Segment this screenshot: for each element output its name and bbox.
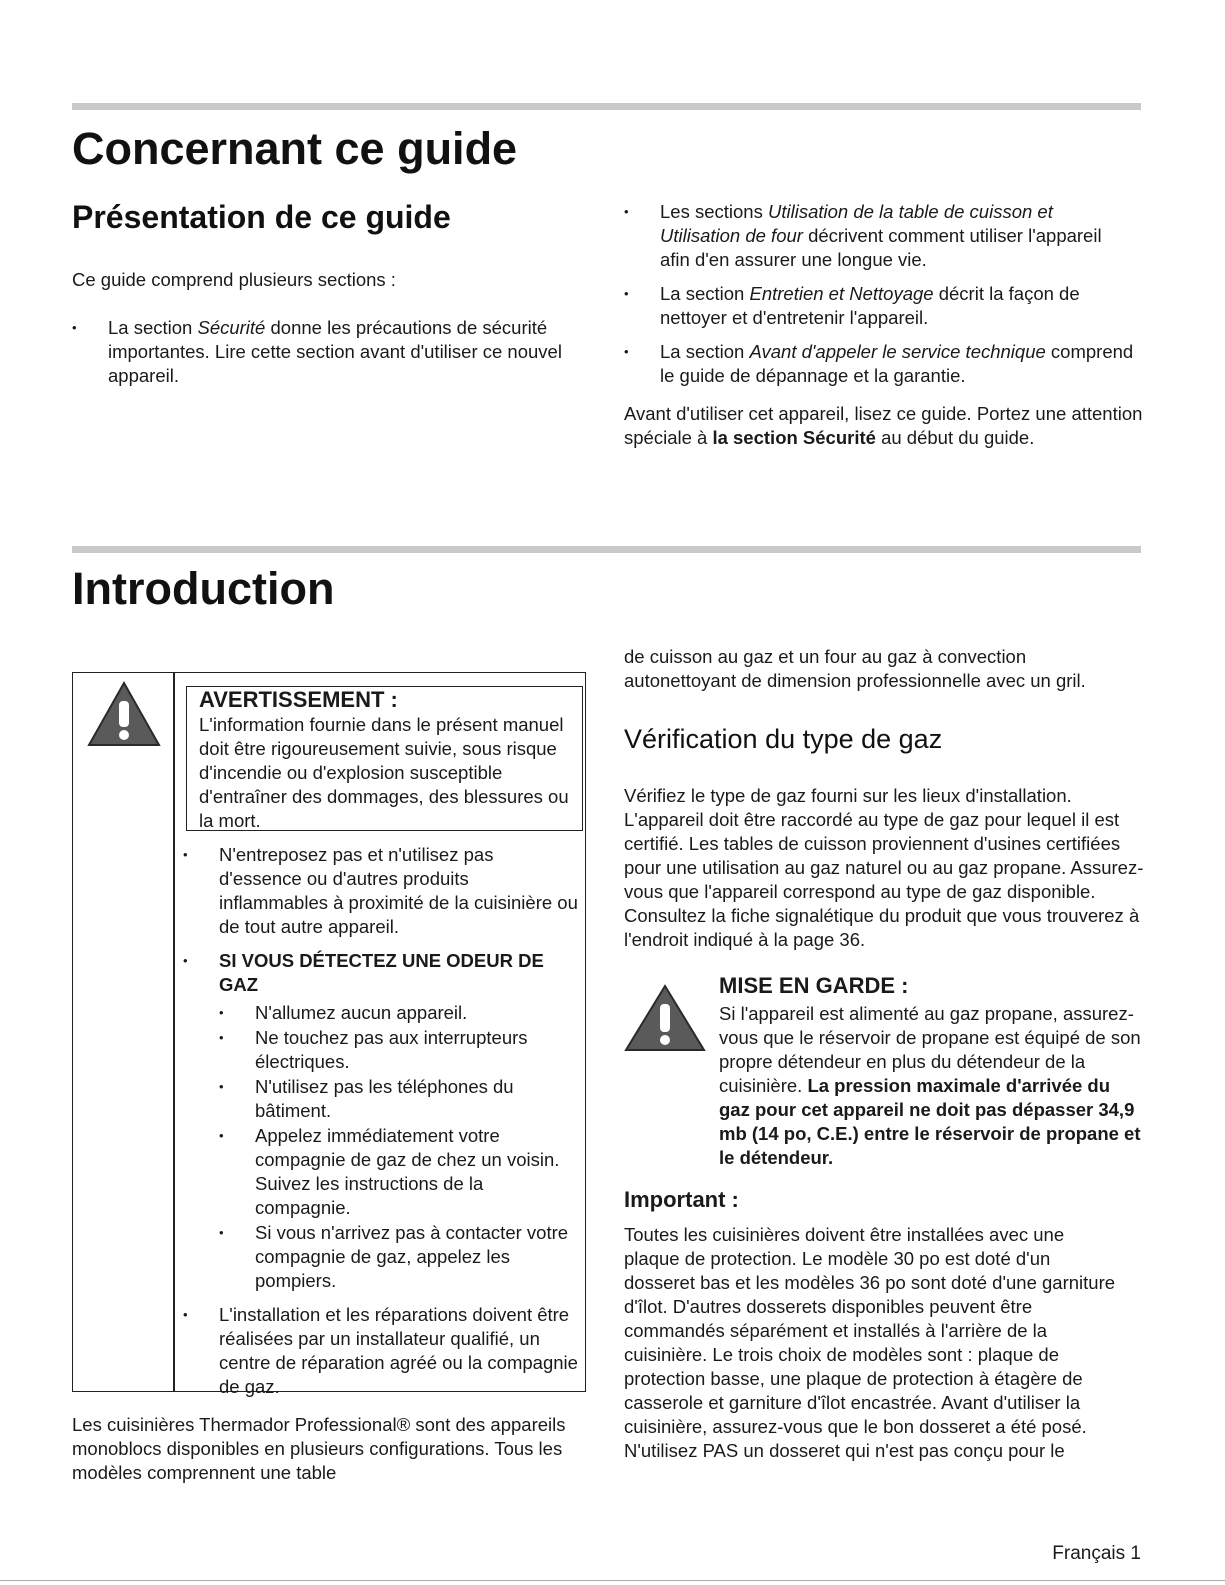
important-text: Toutes les cuisinières doivent être installées avec une plaque de protection. Le modèle 30 po est doté d'un dosseret bas et les modèles 36 po sont doté d'une garniture d'îlot. D'autres dosserets disponibles peuvent être commandés séparément et installés à l'arrière de la cuisinière. Le trois choix de modèles sont : plaque de protection basse, une plaque de protection à étagère de casserole et garniture d'îlot encastrée. Avant d'utiliser la cuisinière, assurez-vous que le bon dosseret a été posé. N'utilisez PAS un dosseret qui n'est pas conçu pour le xyxy=(624,1224,1116,1461)
list-item: • Les sections Utilisation de la table de cuisson et Utilisation de four décrivent comment utiliser l'appareil afin d'en assurer une longue vie. xyxy=(624,200,1134,272)
guide-sections-list-left xyxy=(72,316,572,398)
list-item: • Si vous n'arrivez pas à contacter votre compagnie de gaz, appelez les pompiers. xyxy=(219,1221,578,1293)
page-bottom-rule xyxy=(0,1580,1225,1581)
guide-closing: Avant d'utiliser cet appareil, lisez ce guide. Portez une attention spéciale à la section Sécurité au début du guide. xyxy=(624,403,1143,448)
intro-text-left: Les cuisinières Thermador Professional® sont des appareils monoblocs disponibles en plusieurs configurations. Tous les modèles comprennent une table xyxy=(72,1414,566,1483)
warning-box xyxy=(72,672,586,1397)
list-item: • L'installation et les réparations doivent être réalisées par un installateur qualifié, un centre de réparation agréé ou la compagnie de gaz. xyxy=(183,1303,578,1399)
page-number: Français 1 xyxy=(1052,1543,1141,1564)
guide-sections-list-right xyxy=(624,200,1134,398)
warning-text: L'information fournie dans le présent manuel doit être rigoureusement suivie, sous risque d'incendie ou d'explosion susceptible d'entraîner des dommages, des blessures ou la mort. xyxy=(199,714,569,831)
section-title-introduction: Introduction xyxy=(72,563,335,614)
warning-list xyxy=(183,843,578,1409)
section-title-guide: Concernant ce guide xyxy=(72,123,518,174)
gas-odor-sublist xyxy=(219,1001,578,1293)
warning-box-divider xyxy=(173,673,175,1391)
section-rule-intro xyxy=(72,546,1141,553)
list-item: • La section Entretien et Nettoyage décrit la façon de nettoyer et d'entretenir l'appareil. xyxy=(624,282,1134,330)
gas-type-heading: Vérification du type de gaz xyxy=(624,724,943,754)
warning-inner-box xyxy=(186,686,583,831)
gas-type-text: Vérifiez le type de gaz fourni sur les lieux d'installation. L'appareil doit être raccordé au type de gaz pour lequel il est certifié. Les tables de cuisson proviennent d'usines certifiées pour une utilisation au gaz naturel ou au gaz propane. Assurez-vous que l'appareil correspond au type de gaz disponible. Consultez la fiche signalétique du produit que vous trouverez à l'endroit indiqué à la page 36. xyxy=(624,785,1144,950)
section-rule-top xyxy=(72,103,1141,110)
subsection-title-presentation: Présentation de ce guide xyxy=(72,199,451,235)
list-item: • Ne touchez pas aux interrupteurs électriques. xyxy=(219,1026,578,1074)
list-item: • N'allumez aucun appareil. xyxy=(219,1001,578,1025)
list-item: • N'entreposez pas et n'utilisez pas d'essence ou d'autres produits inflammables à proximité de la cuisinière ou de tout autre appareil. xyxy=(183,843,578,939)
caution-text: Si l'appareil est alimenté au gaz propane, assurez-vous que le réservoir de propane est équipé de son propre détendeur en plus du détendeur de la cuisinière. La pression maximale d'arrivée du gaz pour cet appareil ne doit pas dépasser 34,9 mb (14 po, C.E.) entre le réservoir de propane et le détendeur. xyxy=(719,1003,1141,1168)
caution-title: MISE EN GARDE : xyxy=(719,973,909,998)
guide-intro: Ce guide comprend plusieurs sections : xyxy=(72,269,396,290)
list-item: • La section Sécurité donne les précautions de sécurité importantes. Lire cette section avant d'utiliser ce nouvel appareil. xyxy=(72,316,572,388)
list-item: • Appelez immédiatement votre compagnie de gaz de chez un voisin. Suivez les instructions de la compagnie. xyxy=(219,1124,578,1220)
list-item: • La section Avant d'appeler le service technique comprend le guide de dépannage et la garantie. xyxy=(624,340,1134,388)
intro-text-right: de cuisson au gaz et un four au gaz à convection autonettoyant de dimension professionnelle avec un gril. xyxy=(624,646,1086,691)
caution-triangle-icon xyxy=(624,984,706,1052)
list-item: • SI VOUS DÉTECTEZ UNE ODEUR DE GAZ • N'allumez aucun appareil. • Ne touchez pas aux interrupteurs électriques. • N'utilisez pas les téléphones du bâtiment. • Appelez immédiatement votre compagnie de gaz de chez un voisin. Suivez les instructions de la compagnie. • Si vous n'arrivez pas à contacter votre compagnie de gaz, appelez les pompiers. xyxy=(183,949,578,1293)
warning-triangle-icon xyxy=(87,681,161,747)
warning-title: AVERTISSEMENT : xyxy=(199,687,398,712)
list-item: • N'utilisez pas les téléphones du bâtiment. xyxy=(219,1075,578,1123)
important-heading: Important : xyxy=(624,1187,739,1212)
